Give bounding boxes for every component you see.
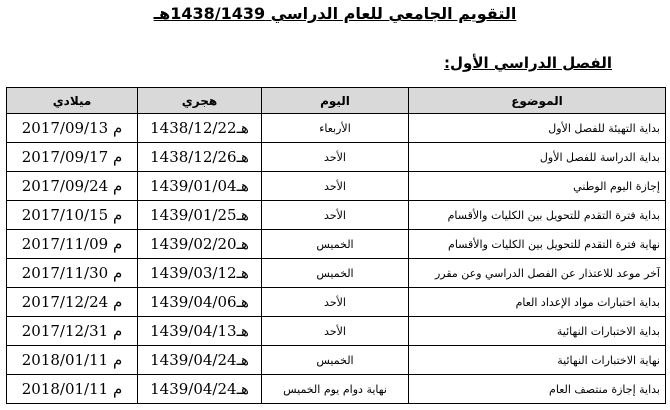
cell-topic: بداية الدراسة للفصل الأول (409, 143, 666, 172)
cell-day: الخميس (262, 230, 409, 259)
cell-topic: بداية اختبارات مواد الإعداد العام (409, 288, 666, 317)
cell-hijri: 1438/12/26هـ (138, 143, 262, 172)
cell-gregorian: 2017/09/24 م (7, 172, 138, 201)
table-row (7, 230, 666, 259)
table-row (7, 201, 666, 230)
cell-hijri: 1439/03/12هـ (138, 259, 262, 288)
cell-hijri: 1439/01/04هـ (138, 172, 262, 201)
cell-gregorian: 2017/12/31 م (7, 317, 138, 346)
cell-hijri: 1438/12/22هـ (138, 114, 262, 143)
cell-hijri: 1439/01/25هـ (138, 201, 262, 230)
cell-day: نهاية دوام يوم الخميس (262, 375, 409, 404)
table-row (7, 259, 666, 288)
cell-day: الأحد (262, 288, 409, 317)
cell-hijri: 1439/04/24هـ (138, 346, 262, 375)
cell-day: الأحد (262, 172, 409, 201)
header-day: اليوم (262, 88, 409, 114)
table-row (7, 143, 666, 172)
cell-gregorian: 2017/11/30 م (7, 259, 138, 288)
table-row (7, 172, 666, 201)
cell-topic: إجازة اليوم الوطني (409, 172, 666, 201)
cell-day: الأربعاء (262, 114, 409, 143)
cell-gregorian: 2017/10/15 م (7, 201, 138, 230)
cell-day: الأحد (262, 201, 409, 230)
page-title: التقويم الجامعي للعام الدراسي 1438/1439هـ (153, 4, 517, 23)
table-row (7, 114, 666, 143)
calendar-table (6, 87, 666, 404)
cell-gregorian: 2017/09/13 م (7, 114, 138, 143)
table-header-row (7, 88, 666, 114)
cell-hijri: 1439/02/20هـ (138, 230, 262, 259)
table-row (7, 288, 666, 317)
cell-topic: بداية الاختبارات النهائية (409, 317, 666, 346)
section-title: الفصل الدراسي الأول: (444, 54, 612, 72)
cell-day: الأحد (262, 317, 409, 346)
table-row (7, 346, 666, 375)
table-row (7, 375, 666, 404)
cell-topic: نهاية فترة التقدم للتحويل بين الكليات والأقسام (409, 230, 666, 259)
cell-day: الخميس (262, 346, 409, 375)
cell-gregorian: 2018/01/11 م (7, 346, 138, 375)
cell-gregorian: 2018/01/11 م (7, 375, 138, 404)
cell-gregorian: 2017/12/24 م (7, 288, 138, 317)
header-topic: الموضوع (409, 88, 666, 114)
cell-topic: بداية إجازة منتصف العام (409, 375, 666, 404)
cell-hijri: 1439/04/06هـ (138, 288, 262, 317)
cell-gregorian: 2017/09/17 م (7, 143, 138, 172)
cell-topic: نهاية الاختبارات النهائية (409, 346, 666, 375)
cell-day: الأحد (262, 143, 409, 172)
cell-gregorian: 2017/11/09 م (7, 230, 138, 259)
cell-day: الخميس (262, 259, 409, 288)
cell-topic: بداية فترة التقدم للتحويل بين الكليات والأقسام (409, 201, 666, 230)
header-hijri: هجري (138, 88, 262, 114)
cell-hijri: 1439/04/13هـ (138, 317, 262, 346)
cell-topic: آخر موعد للاعتذار عن الفصل الدراسي وعن مقرر (409, 259, 666, 288)
header-gregorian: ميلادي (7, 88, 138, 114)
table-row (7, 317, 666, 346)
cell-hijri: 1439/04/24هـ (138, 375, 262, 404)
cell-topic: بداية التهيئة للفصل الأول (409, 114, 666, 143)
